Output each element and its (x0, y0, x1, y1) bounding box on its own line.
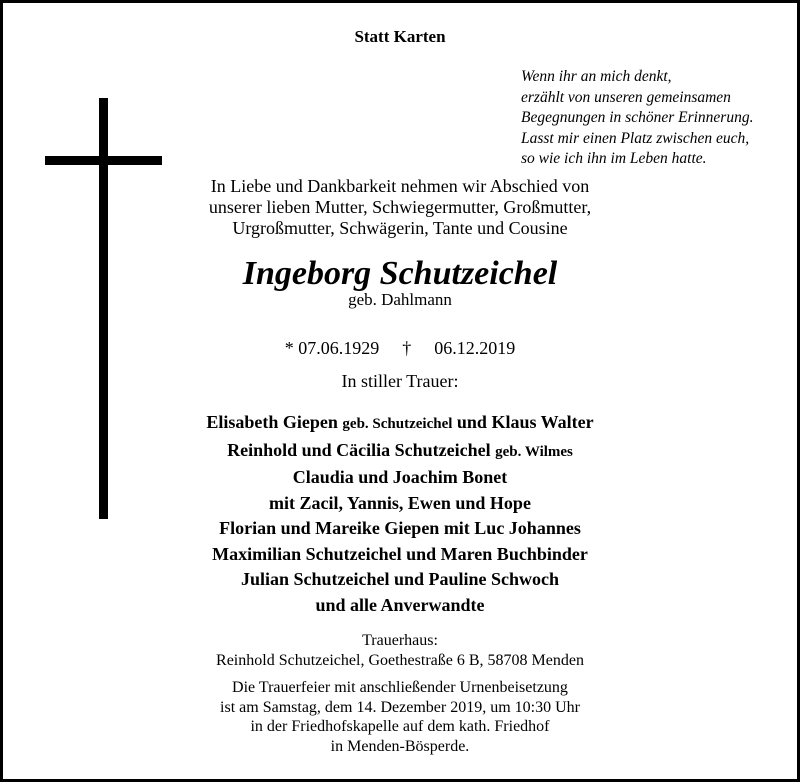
family-line: mit Zacil, Yannis, Ewen und Hope (269, 492, 531, 513)
family-line: Claudia und Joachim Bonet (292, 467, 508, 487)
header-title: Statt Karten (354, 27, 446, 46)
family-name: und Klaus Walter (456, 412, 594, 432)
dagger-icon: † (402, 338, 412, 358)
poem-line: Wenn ihr an mich denkt, (521, 68, 672, 85)
death-date: 06.12.2019 (434, 338, 516, 358)
trauerhaus-address: Reinhold Schutzeichel, Goethestraße 6 B, 58708 Menden (216, 652, 584, 669)
maiden-name: geb. Dahlmann (348, 290, 452, 309)
trauerhaus-label: Trauerhaus: (362, 632, 438, 649)
poem-line: Lasst mir einen Platz zwischen euch, (521, 129, 750, 147)
trauerhaus (3, 631, 797, 671)
ceremony-line: in der Friedhofskapelle auf dem kath. Friedhof (250, 718, 550, 735)
family-name: Elisabeth Giepen (206, 412, 338, 432)
family-line (3, 438, 797, 466)
ceremony-info (3, 678, 797, 756)
intro-line: Urgroßmutter, Schwägerin, Tante und Cousine (232, 218, 568, 238)
deceased-name: Ingeborg Schutzeichel (242, 255, 558, 292)
family-name: Reinhold und Cäcilia Schutzeichel (227, 439, 491, 460)
family-line: Julian Schutzeichel und Pauline Schwoch (240, 569, 560, 589)
intro-line: In Liebe und Dankbarkeit nehmen wir Abschied von (210, 176, 590, 196)
family-line: Florian und Mareike Giepen mit Luc Johannes (219, 518, 581, 538)
intro-line: unserer lieben Mutter, Schwiegermutter, Großmutter, (208, 197, 592, 217)
cross-horizontal-bar (45, 156, 162, 165)
birth-date: * 07.06.1929 (284, 338, 380, 358)
mourning-label: In stiller Trauer: (341, 371, 459, 391)
poem-line: erzählt von unseren gemeinsamen (521, 88, 731, 106)
poem-line: so wie ich ihn im Leben hatte. (521, 150, 707, 167)
poem (521, 67, 753, 170)
family-line: und alle Anverwandte (315, 594, 485, 615)
ceremony-line: in Menden-Bösperde. (330, 737, 470, 755)
intro-text (3, 176, 797, 239)
family-line: Maximilian Schutzeichel und Maren Buchbinder (212, 543, 588, 564)
poem-line: Begegnungen in schöner Erinnerung. (521, 109, 754, 126)
family-maiden: geb. Schutzeichel (342, 416, 453, 432)
ceremony-line: ist am Samstag, dem 14. Dezember 2019, um 10:30 Uhr (220, 698, 580, 716)
family-line (3, 410, 797, 438)
family-maiden: geb. Wilmes (495, 443, 573, 460)
ceremony-line: Die Trauerfeier mit anschließender Urnenbeisetzung (232, 679, 568, 696)
family-list (3, 410, 797, 618)
life-dates (3, 338, 797, 359)
